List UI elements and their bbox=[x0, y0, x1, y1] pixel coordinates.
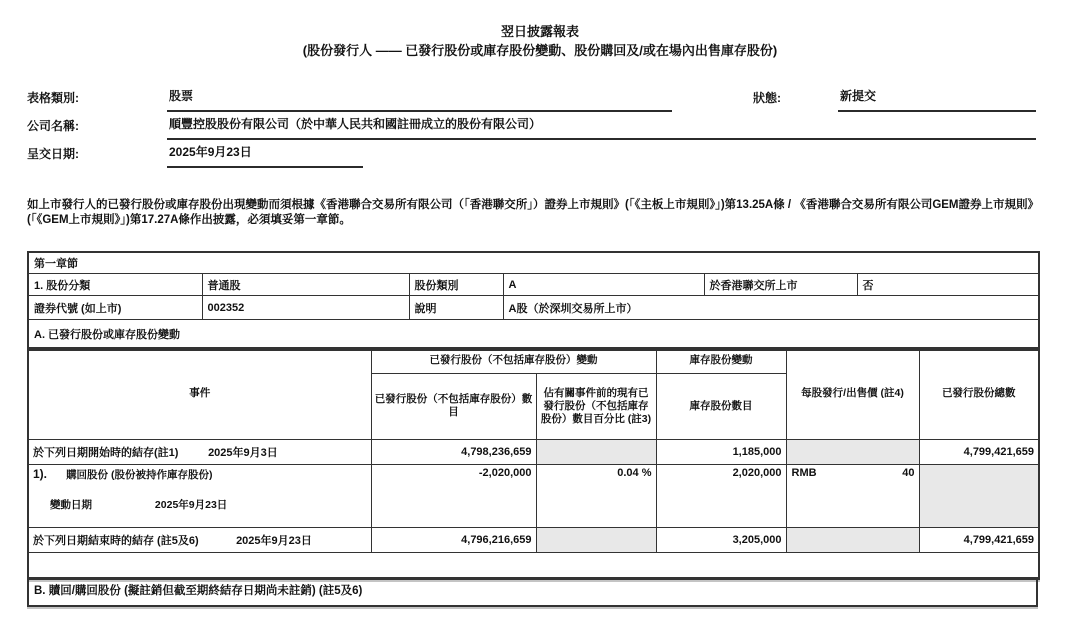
section-b-title: B. 贖回/購回股份 (擬註銷但截至期終結存日期尚未註銷) (註5及6) bbox=[34, 585, 363, 597]
description-label: 說明 bbox=[409, 296, 503, 320]
event-index: 1). bbox=[33, 466, 48, 481]
stock-code-value: 002352 bbox=[202, 296, 409, 320]
event-issued-pct: 0.04 % bbox=[536, 464, 656, 527]
intro-paragraph: 如上市發行人的已發行股份或庫存股份出現變動而須根據《香港聯合交易所有限公司（「香港聯交所」）證券上市規則》(「《主板上市規則》」)第13.25A條 / 《香港聯合交易所有限公司GEM證券上市規則》(「《GEM上市規則》」)第17.27A條作出披露，必須填妥第一章節。 bbox=[27, 199, 1040, 226]
col-issued-change-group-header: 已發行股份（不包括庫存股份）變動 bbox=[371, 348, 656, 373]
share-class-label: 1. 股份分類 bbox=[28, 274, 202, 296]
closing-total-issued: 4,799,421,659 bbox=[919, 527, 1039, 552]
closing-treasury-number: 3,205,000 bbox=[656, 527, 786, 552]
col-issued-number-header: 已發行股份（不包括庫存股份）數目 bbox=[371, 373, 536, 439]
opening-treasury-number: 1,185,000 bbox=[656, 439, 786, 464]
closing-issued-number: 4,796,216,659 bbox=[371, 527, 536, 552]
blank-row bbox=[28, 552, 1039, 579]
change-date-value: 2025年9月23日 bbox=[154, 498, 228, 511]
col-event-header: 事件 bbox=[28, 348, 371, 439]
opening-balance-row bbox=[28, 439, 1039, 464]
event-total-shaded-cell bbox=[919, 464, 1039, 527]
change-date-label: 變動日期 bbox=[50, 498, 92, 511]
event-row bbox=[28, 464, 1039, 527]
company-name-label: 公司名稱: bbox=[27, 119, 79, 133]
opening-balance-date: 2025年9月3日 bbox=[208, 446, 278, 459]
opening-pct-shaded-cell bbox=[536, 439, 656, 464]
col-issued-pct-header: 佔有關事件前的現有已發行股份（不包括庫存股份）數目百分比 (註3) bbox=[536, 373, 656, 439]
description-value: A股（於深圳交易所上市） bbox=[503, 296, 1039, 320]
opening-balance-label: 於下列日期開始時的結存(註1) bbox=[33, 446, 179, 459]
share-type-value: A bbox=[503, 274, 704, 296]
col-treasury-number-header: 庫存股份數目 bbox=[656, 373, 786, 439]
event-price-cell bbox=[786, 464, 919, 527]
opening-balance-label-cell bbox=[28, 439, 371, 464]
submission-date-value: 2025年9月23日 bbox=[167, 143, 363, 168]
form-type-value: 股票 bbox=[167, 87, 672, 112]
share-movement-table bbox=[27, 347, 1040, 580]
closing-balance-label-cell bbox=[28, 527, 371, 552]
event-treasury-number: 2,020,000 bbox=[656, 464, 786, 527]
page-subtitle: (股份發行人 —— 已發行股份或庫存股份變動、股份購回及/或在場內出售庫存股份) bbox=[302, 43, 778, 58]
closing-price-shaded-cell bbox=[786, 527, 919, 552]
title-block bbox=[0, 22, 1080, 60]
col-treasury-change-group-header: 庫存股份變動 bbox=[656, 348, 786, 373]
section-a-title: A. 已發行股份或庫存股份變動 bbox=[28, 320, 1039, 350]
status-value: 新提交 bbox=[838, 87, 1036, 112]
hk-listed-value: 否 bbox=[857, 274, 1039, 296]
event-label: 購回股份 (股份被持作庫存股份) bbox=[66, 468, 213, 481]
company-name-value: 順豐控股股份有限公司（於中華人民共和國註冊成立的股份有限公司） bbox=[167, 115, 1036, 140]
hk-listed-label: 於香港聯交所上市 bbox=[704, 274, 857, 296]
form-type-label: 表格類別: bbox=[27, 91, 79, 105]
share-class-value: 普通股 bbox=[202, 274, 409, 296]
event-price-value: 40 bbox=[902, 466, 915, 479]
col-price-header: 每股發行/出售價 (註4) bbox=[786, 348, 919, 439]
col-total-issued-header: 已發行股份總數 bbox=[919, 348, 1039, 439]
closing-pct-shaded-cell bbox=[536, 527, 656, 552]
blank-cell bbox=[28, 552, 1039, 579]
opening-price-shaded-cell bbox=[786, 439, 919, 464]
event-cell bbox=[28, 464, 371, 527]
share-type-label: 股份類別 bbox=[409, 274, 503, 296]
closing-balance-row bbox=[28, 527, 1039, 552]
closing-balance-label: 於下列日期結束時的結存 (註5及6) bbox=[33, 534, 199, 547]
event-price-currency: RMB bbox=[791, 466, 817, 479]
page-title: 翌日披露報表 bbox=[500, 24, 579, 39]
section1-title: 第一章節 bbox=[28, 252, 1039, 274]
closing-balance-date: 2025年9月23日 bbox=[236, 534, 312, 547]
stock-code-label: 證券代號 (如上市) bbox=[28, 296, 202, 320]
opening-total-issued: 4,799,421,659 bbox=[919, 439, 1039, 464]
opening-issued-number: 4,798,236,659 bbox=[371, 439, 536, 464]
event-issued-number: -2,020,000 bbox=[371, 464, 536, 527]
section1-table bbox=[27, 251, 1040, 351]
submission-date-label: 呈交日期: bbox=[27, 147, 79, 161]
status-label: 狀態: bbox=[753, 91, 781, 105]
section-b-box bbox=[27, 577, 1038, 607]
